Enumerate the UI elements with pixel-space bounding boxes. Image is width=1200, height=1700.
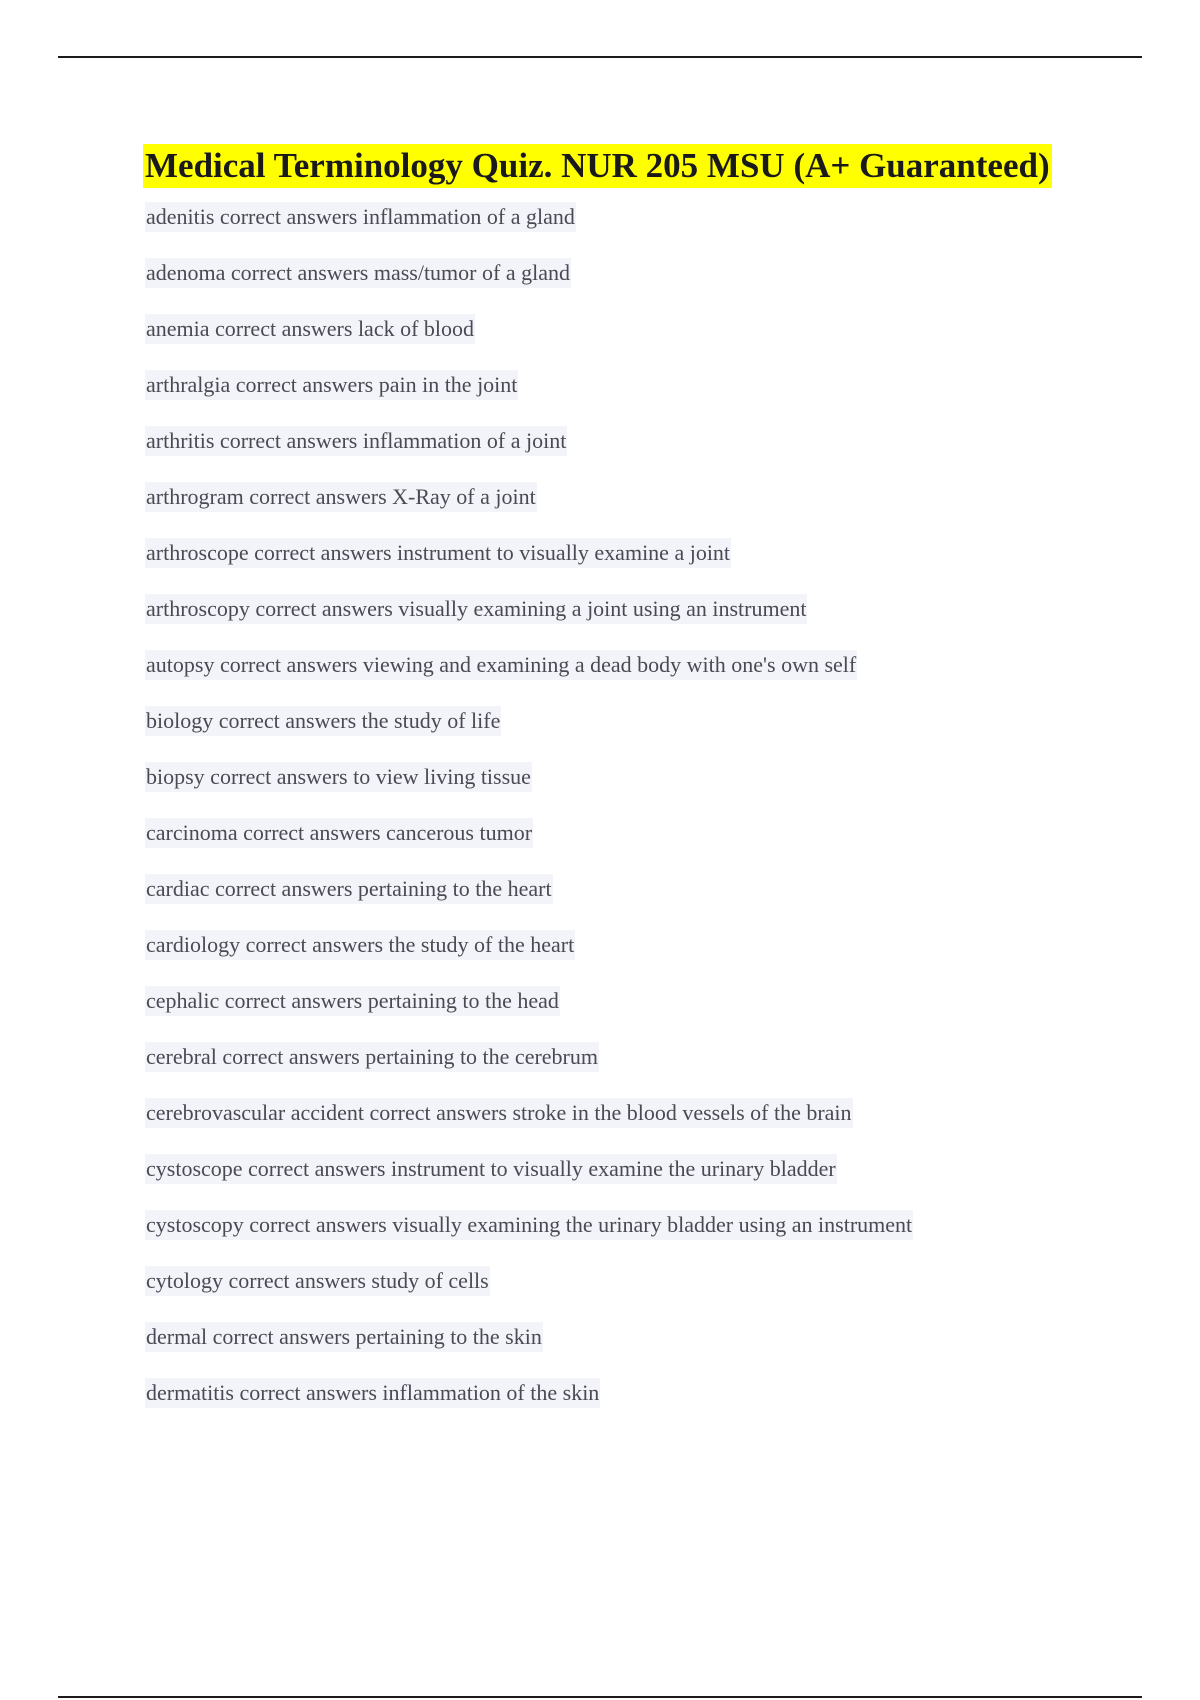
list-item	[145, 426, 1105, 482]
list-item	[145, 874, 1105, 930]
document-body	[145, 144, 1105, 1434]
list-item	[145, 594, 1105, 650]
entry-text: dermatitis correct answers inflammation of the skin	[145, 1378, 600, 1408]
list-item	[145, 1154, 1105, 1210]
list-item	[145, 370, 1105, 426]
list-item	[145, 1210, 1105, 1266]
list-item	[145, 1266, 1105, 1322]
top-divider	[58, 56, 1142, 58]
entry-text: cystoscope correct answers instrument to visually examine the urinary bladder	[145, 1154, 837, 1184]
entry-text: carcinoma correct answers cancerous tumor	[145, 818, 533, 848]
entry-text: arthroscopy correct answers visually examining a joint using an instrument	[145, 594, 807, 624]
entry-text: cephalic correct answers pertaining to the head	[145, 986, 560, 1016]
list-item	[145, 1322, 1105, 1378]
list-item	[145, 1098, 1105, 1154]
entry-text: cytology correct answers study of cells	[145, 1266, 490, 1296]
entry-text: anemia correct answers lack of blood	[145, 314, 475, 344]
entry-text: arthrogram correct answers X-Ray of a joint	[145, 482, 537, 512]
list-item	[145, 538, 1105, 594]
entry-text: cerebral correct answers pertaining to the cerebrum	[145, 1042, 599, 1072]
entry-text: cerebrovascular accident correct answers stroke in the blood vessels of the brain	[145, 1098, 853, 1128]
document-title: Medical Terminology Quiz. NUR 205 MSU (A+ Guaranteed)	[143, 144, 1052, 188]
terminology-list	[145, 202, 1105, 1434]
list-item	[145, 706, 1105, 762]
list-item	[145, 1378, 1105, 1434]
entry-text: adenitis correct answers inflammation of a gland	[145, 202, 576, 232]
entry-text: cardiac correct answers pertaining to the heart	[145, 874, 553, 904]
list-item	[145, 482, 1105, 538]
bottom-divider	[58, 1696, 1142, 1698]
entry-text: autopsy correct answers viewing and examining a dead body with one's own self	[145, 650, 857, 680]
entry-text: biopsy correct answers to view living tissue	[145, 762, 532, 792]
entry-text: dermal correct answers pertaining to the skin	[145, 1322, 543, 1352]
entry-text: arthroscope correct answers instrument to visually examine a joint	[145, 538, 731, 568]
list-item	[145, 818, 1105, 874]
list-item	[145, 762, 1105, 818]
list-item	[145, 650, 1105, 706]
entry-text: arthritis correct answers inflammation of a joint	[145, 426, 567, 456]
entry-text: adenoma correct answers mass/tumor of a gland	[145, 258, 571, 288]
entry-text: biology correct answers the study of life	[145, 706, 501, 736]
entry-text: cystoscopy correct answers visually examining the urinary bladder using an instrument	[145, 1210, 913, 1240]
list-item	[145, 986, 1105, 1042]
entry-text: cardiology correct answers the study of the heart	[145, 930, 575, 960]
list-item	[145, 930, 1105, 986]
list-item	[145, 258, 1105, 314]
entry-text: arthralgia correct answers pain in the joint	[145, 370, 518, 400]
list-item	[145, 202, 1105, 258]
list-item	[145, 314, 1105, 370]
list-item	[145, 1042, 1105, 1098]
